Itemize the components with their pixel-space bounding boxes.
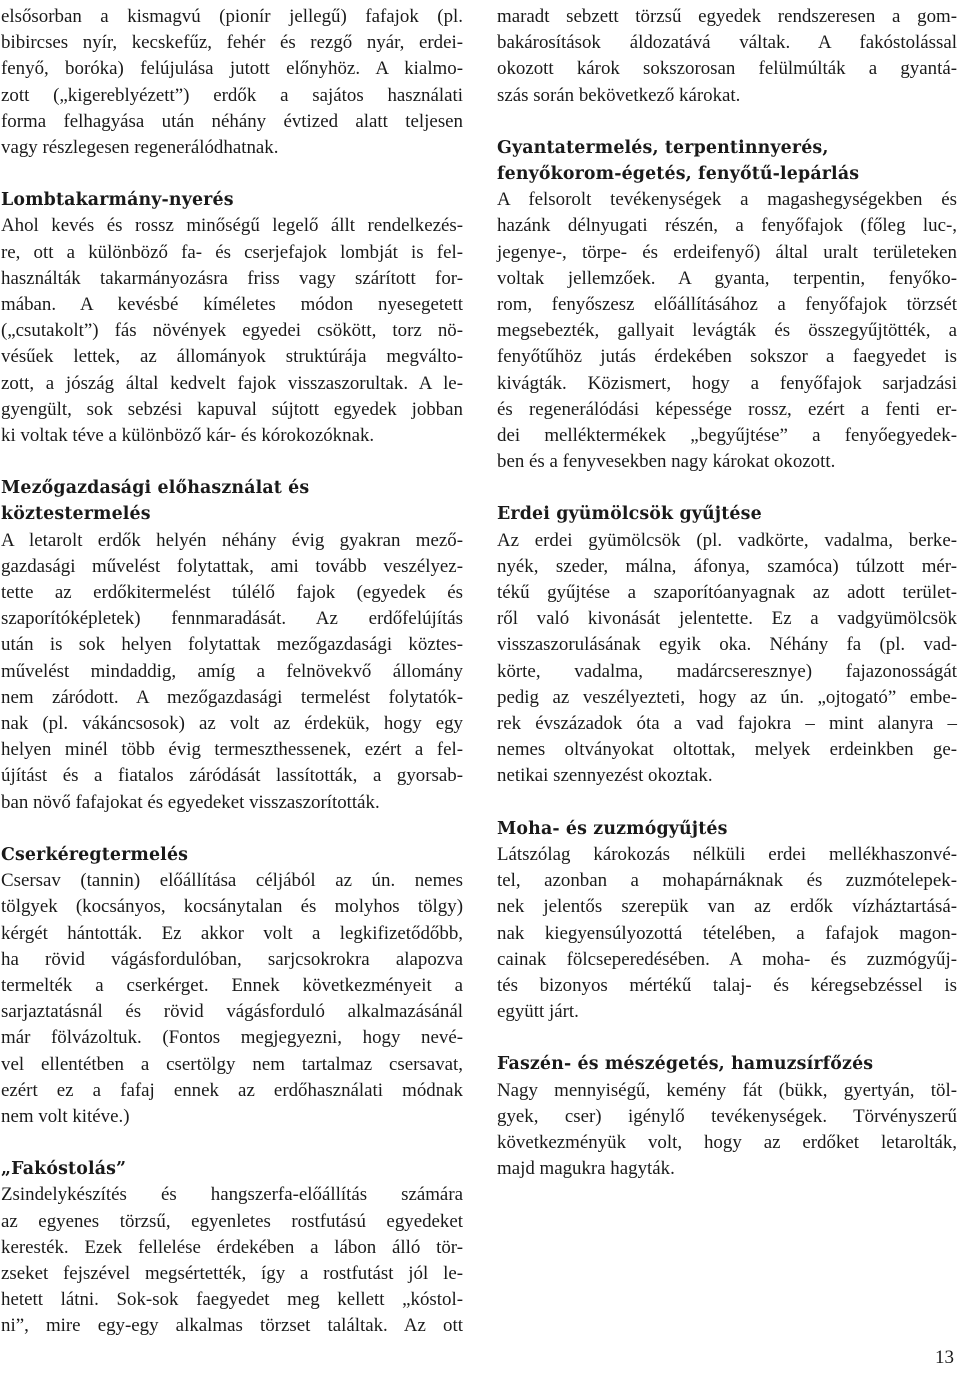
heading-faszen: Faszén- és mészégetés, hamuzsírfőzés — [497, 1054, 874, 1075]
paragraph-lombtakarmany: Ahol kevés és rossz minőségű legelő állt rendelkezés- re, ott a különböző fa- és cserjefajok lombját is fel- használták takarmányozásra friss vagy szárított for- mában. A kevésbé kíméletes módon nyesegetett („csutakolt”) fás növények egyedei csökött, torz nö- vésűek lettek, az állományok struktúrája megválto- zott, a jószág által kedvelt fajok visszaszorultak. A le- gyengült, sok sebzési kapuval sújtott egyedek jobban ki voltak téve a különböző kár- és kórokozóknak. — [1, 215, 463, 447]
paragraph-gyantatermeles: A felsorolt tevékenységek a magashegységekben és hazánk délnyugati részén, a fenyőfajok (főleg luc-, jegenye-, törpe- és erdeifenyő) által uralt területeken voltak jellemzőek. A gyanta, terpentin, fenyőko- rom, fenyőszesz előállításához a fenyőfajok törzsét megsebezték, gallyait levágták és összegyűjtötték, a fenyőtűhöz jutás érdekében sokszor a faegyedet is kivágták. Közismert, hogy a fenyőfajok sarjadzási és regenerálódási képessége rossz, ezért a fenti er- dei melléktermékek „begyűjtése” a fenyőegyedek- ben és a fenyvesekben nagy károkat okozott. — [497, 189, 957, 473]
heading-gyantatermeles: Gyantatermelés, terpentinnyerés, fenyőkorom-égetés, fenyőtű-lepárlás — [497, 137, 860, 185]
paragraph-cserkeregtermeles: Csersav (tannin) előállítása céljából az ún. nemes tölgyek (kocsányos, kocsánytalan és molyhos tölgy) kérgét hántották. Ez akkor volt a legkifizetődőbb, ha rövid vágásfordulóban, sarjcsokrokra alapozva termelték a cserkérget. Ennek következményeit a sarjaztatásnál és rövid vágásforduló alkalmazásánál már fölvázoltuk. (Fontos megjegyezni, hogy nevé- vel ellentétben a csertölgy nem tartalmaz csersavat, ezért ez a fafaj ennek az erdőhasználati módnak nem volt kitéve.) — [1, 870, 463, 1127]
right-column — [497, 4, 957, 1182]
left-column — [1, 4, 463, 1340]
heading-erdei-gyumolcs: Erdei gyümölcsök gyűjtése — [497, 504, 762, 525]
heading-mezogazdasagi: Mezőgazdasági előhasználat és köztestermelés — [1, 478, 310, 525]
paragraph-erdei-gyumolcs: Az erdei gyümölcsök (pl. vadkörte, vadalma, berke- nyék, szeder, málna, áfonya, szamóca) túlzott mér- tékű gyűjtése a szaporítóanyagnak az adott terület- ről való kivonását jelentette. Ez a vadgyümölcsök visszaszorulásának egyik oka. Néhány fa (pl. vad- körte, vadalma, madárcseresznye) fajazonosságát pedig az veszélyezteti, hogy az ún. „ojtogató” embe- rek évszázadok óta a vad fajokra – mint alanyra – nemes oltványokat oltottak, melyek erdeinkben ge- netikai szennyezést okoztak. — [497, 529, 957, 787]
heading-cserkeregtermeles: Cserkéregtermelés — [1, 844, 189, 865]
paragraph-moha: Látszólag károkozás nélküli erdei mellékhaszonvé- tel, azonban a mohapárnáknak és zuzmótelepek- nek jelentős szerepük van az erdők vízháztartásá- nak kiegyensúlyozottá tételében, a fafajok magon- cainak fölcseperedésében. A moha- és zuzmógyűj- tés bizonyos mértékű talaj- és kéregsebzéssel is együtt járt. — [497, 843, 957, 1023]
paragraph-faszen: Nagy mennyiségű, kemény fát (bükk, gyertyán, töl- gyek, cser) igénylő tevékenységek. Törvényszerű következményük volt, hogy az erdőket letarolták, majd magukra hagyták. — [497, 1079, 957, 1180]
paragraph-mezogazdasagi: A letarolt erdők helyén néhány évig gyakran mező- gazdasági művelést folytattak, ami tovább veszélyez- tette az erdőkitermelést túlélő fajok (egyedek és szaporítóképletek) fennmaradását. Az erdőfelújítás után is sok helyen folytattak mezőgazdasági köztes- művelést mindaddig, amíg a felnövekvő állomány nem záródott. A mezőgazdasági termelést folytatók- nak (pl. vákáncsosok) az volt az érdekük, hogy egy helyen minél több évig termeszthessenek, ezért a fel- újítást és a fiatalos záródását lassították, a gyorsab- ban növő fafajokat és egyedeket visszaszorították. — [1, 529, 463, 813]
intro-paragraph-right: maradt sebzett törzsű egyedek rendszeresen a gom- bakárosítások áldozatává váltak. A fakóstolással okozott károk sokszorosan felülmúlták a gyantá- szás során bekövetkező károkat. — [497, 6, 957, 106]
heading-lombtakarmany: Lombtakarmány-nyerés — [1, 190, 234, 211]
heading-moha: Moha- és zuzmógyűjtés — [497, 818, 728, 839]
intro-paragraph-left: elsősorban a kismagvú (pionír jellegű) fafajok (pl. bibircses nyír, kecskefűz, fehér és rezgő nyár, erdei- fenyő, boróka) felújulása jutott előnyhöz. A kialmo- zott („kigereblyézett”) erdők a sajátos használati forma felhagyása után néhány évtized alatt teljesen vagy részlegesen regenerálódhatnak. — [1, 6, 463, 159]
paragraph-fakostolas: Zsindelykészítés és hangszerfa-előállítás számára az egyenes törzsű, egyenletes rostfutású egyedeket keresték. Ezek fellelése érdekében a lábon álló tör- zseket fejszével megsértették, így a rostfutást jól le- hetett látni. Sok-sok faegyedet meg kellett „kóstol- ni”, mire egy-egy alkalmas törzset találtak. Az ott — [1, 1184, 463, 1337]
page-number: 13 — [935, 1347, 954, 1368]
heading-fakostolas: „Fakóstolás” — [1, 1159, 127, 1180]
